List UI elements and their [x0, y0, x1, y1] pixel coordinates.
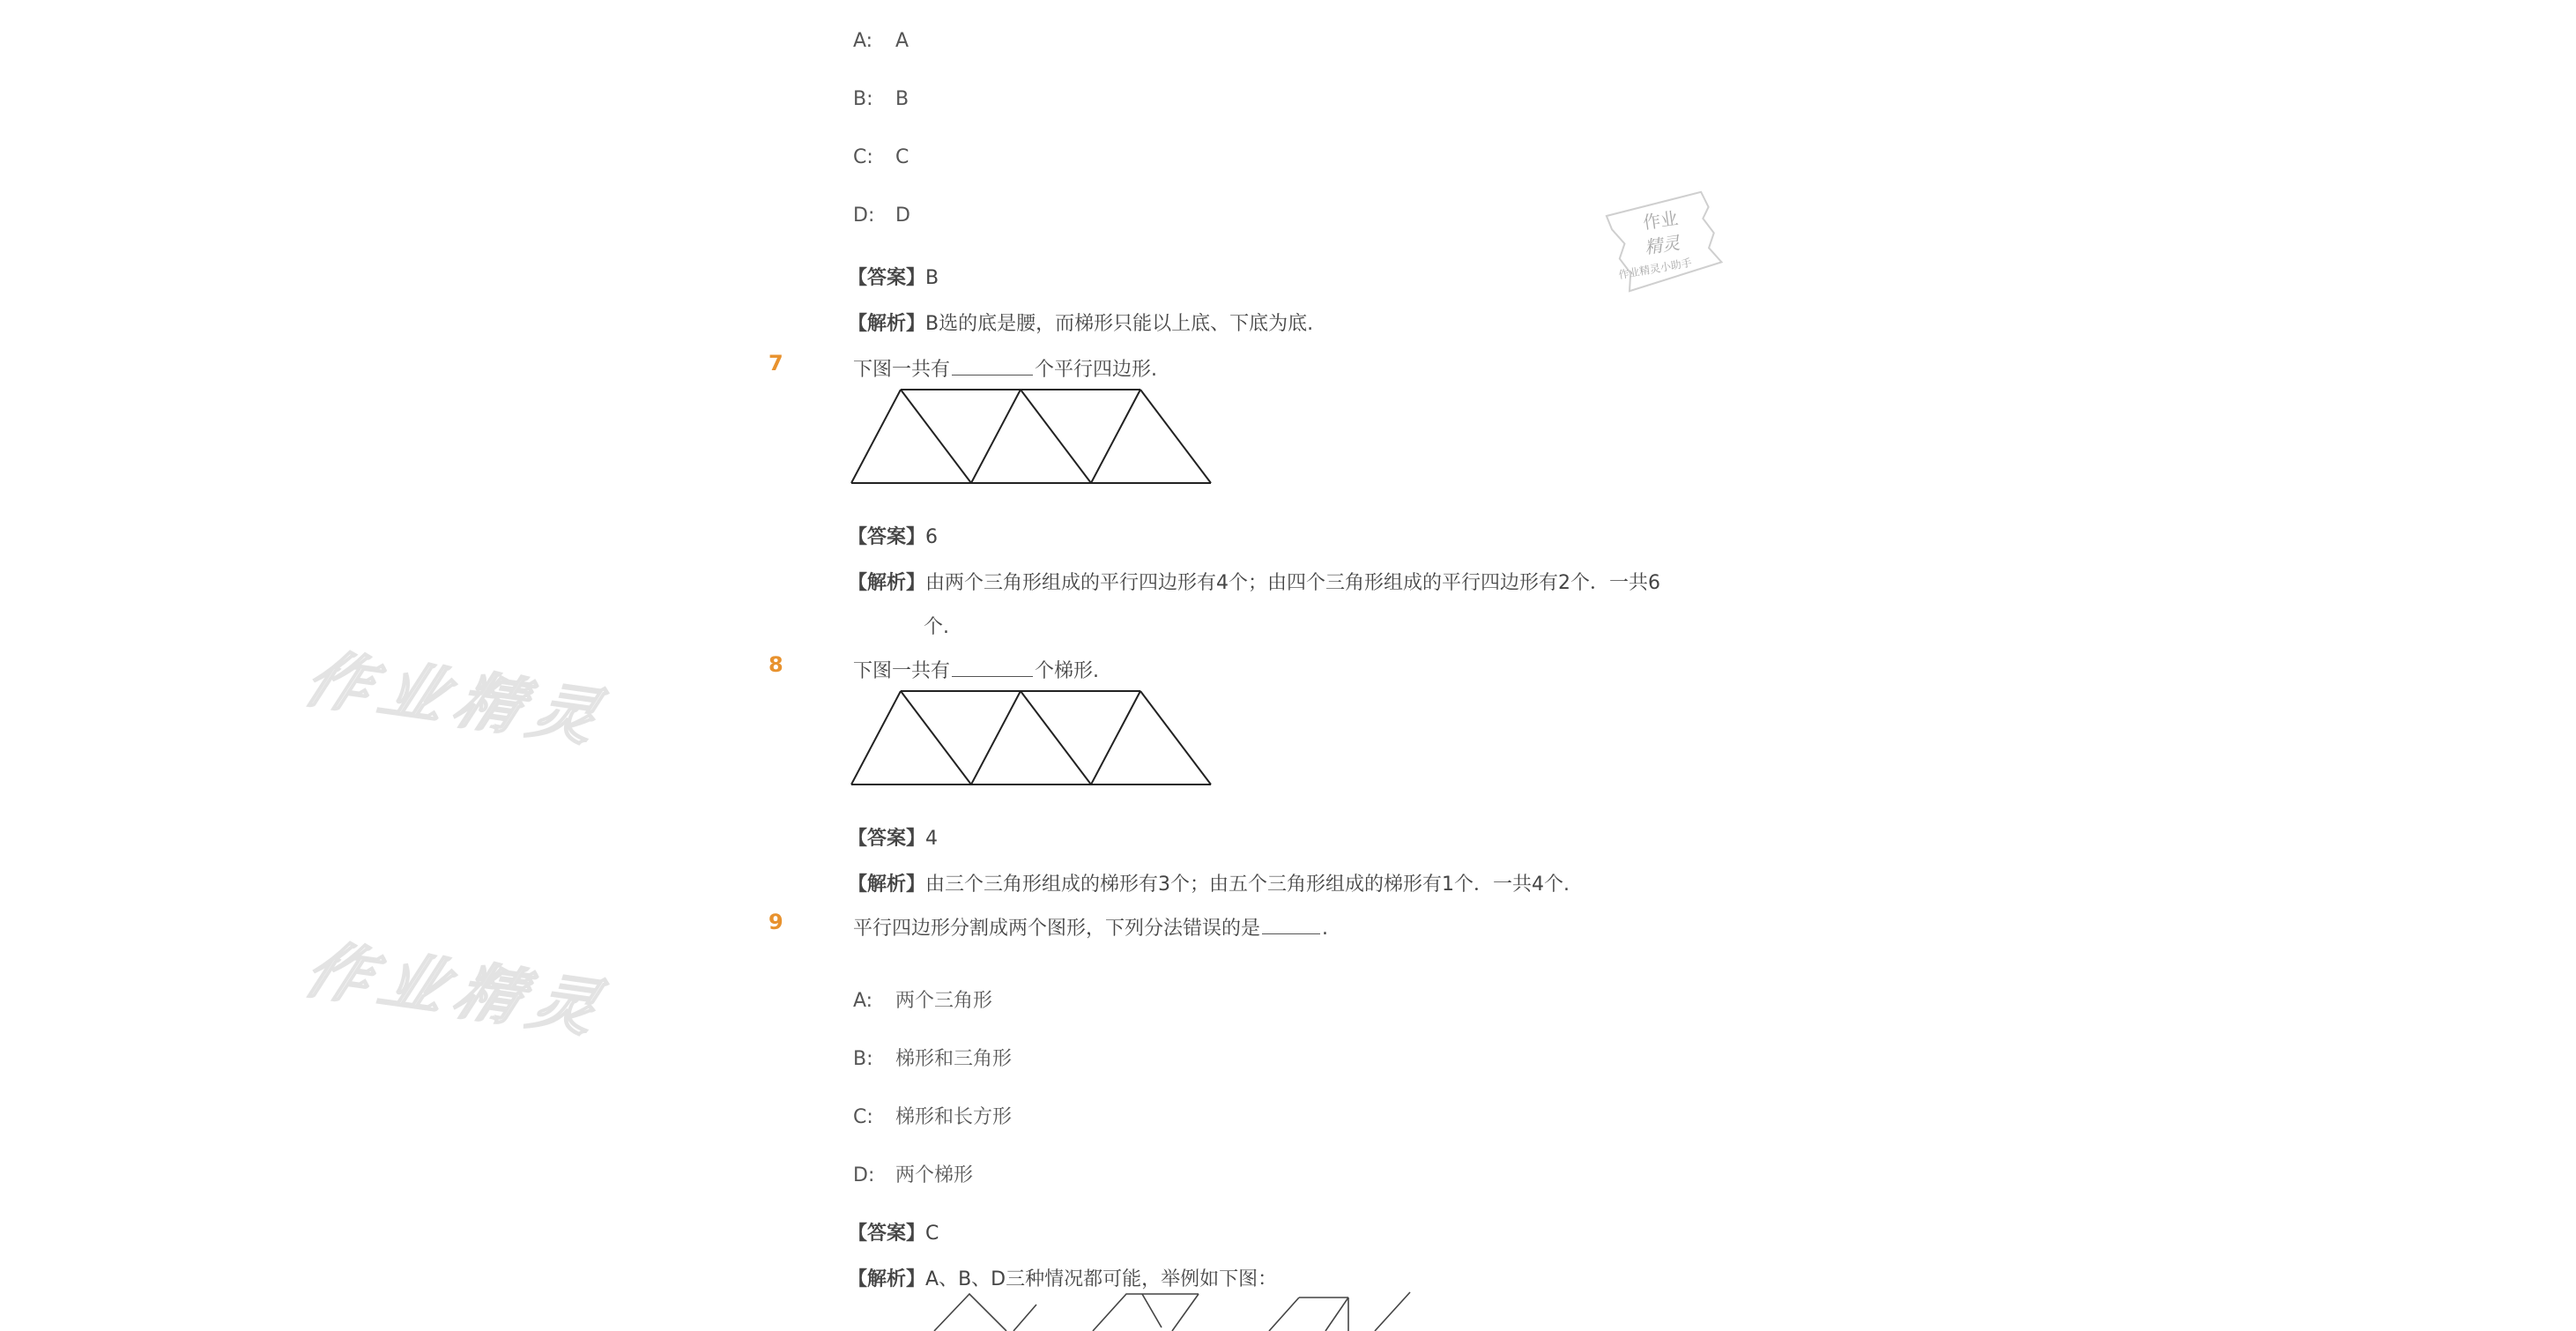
analysis-text: 由两个三角形组成的平行四边形有4个；由四个三角形组成的平行四边形有2个．一共6 [925, 572, 1661, 594]
q8-stem [853, 656, 1099, 683]
answer-value: B [925, 267, 939, 289]
q9-option-a[interactable] [853, 985, 992, 1013]
answer-tag: 【答案】 [848, 828, 926, 850]
q8-answer [848, 823, 938, 851]
q9-answer [848, 1218, 939, 1245]
answer-blank [952, 374, 1033, 376]
option-key: D: [853, 1164, 875, 1186]
option-text: B [895, 88, 909, 110]
option-text: 梯形和三角形 [895, 1048, 1013, 1070]
option-key: A: [853, 30, 873, 52]
analysis-tag: 【解析】 [848, 874, 926, 896]
q9-option-d[interactable] [853, 1160, 973, 1187]
watermark-text: 作业精灵 [294, 641, 622, 756]
option-text: D [895, 204, 910, 227]
stem-text: . [1322, 918, 1329, 940]
option-text: 梯形和长方形 [895, 1106, 1013, 1128]
q6-option-d[interactable] [853, 204, 910, 227]
question-number: 7 [768, 351, 783, 376]
option-key: C: [853, 1106, 873, 1128]
answer-value: C [925, 1223, 939, 1245]
analysis-text: A、B、D三种情况都可能，举例如下图： [925, 1268, 1278, 1290]
stem-text: 个梯形. [1035, 660, 1100, 682]
q7-analysis-cont: 个. [924, 616, 949, 638]
q9-stem [853, 913, 1328, 941]
answer-tag: 【答案】 [848, 1223, 926, 1245]
answer-value: 6 [925, 526, 939, 548]
analysis-text: 由三个三角形组成的梯形有3个；由五个三角形组成的梯形有1个．一共4个. [925, 874, 1570, 896]
q6-answer [848, 263, 939, 290]
q8-analysis [848, 869, 1570, 896]
analysis-tag: 【解析】 [848, 572, 926, 594]
option-key: A: [853, 990, 873, 1012]
watermark-stamp [1604, 196, 1727, 293]
q6-option-a[interactable] [853, 30, 909, 52]
option-key: D: [853, 204, 875, 227]
analysis-text: B选的底是腰，而梯形只能以上底、下底为底. [925, 313, 1314, 335]
q6-option-c[interactable] [853, 146, 909, 168]
stem-text: 个平行四边形. [1035, 359, 1158, 381]
analysis-tag: 【解析】 [848, 1268, 926, 1290]
q6-analysis [848, 309, 1313, 336]
q7-triangle-figure [850, 388, 1220, 487]
option-text: A [895, 30, 909, 52]
stem-text: 下图一共有 [853, 660, 951, 682]
option-key: C: [853, 146, 873, 168]
q9-example-figures [934, 1292, 1436, 1331]
q9-option-c[interactable] [853, 1102, 1012, 1129]
answer-blank [1262, 933, 1320, 934]
option-text: 两个三角形 [895, 990, 993, 1012]
question-number: 9 [768, 910, 783, 934]
q6-option-b[interactable] [853, 88, 909, 110]
question-number: 8 [768, 652, 783, 677]
analysis-tag: 【解析】 [848, 313, 926, 335]
answer-value: 4 [925, 828, 939, 850]
q9-analysis [848, 1264, 1277, 1291]
option-key: B: [853, 88, 873, 110]
stamp-line-1: 作业 [1641, 207, 1680, 234]
q7-analysis [848, 568, 1660, 595]
option-key: B: [853, 1048, 873, 1070]
stem-text: 平行四边形分割成两个图形，下列分法错误的是 [853, 918, 1261, 940]
q9-option-b[interactable] [853, 1044, 1012, 1071]
q8-triangle-figure [850, 689, 1220, 788]
q7-answer [848, 522, 938, 549]
stamp-line-2: 精灵 [1643, 232, 1681, 258]
watermark-text: 作业精灵 [294, 932, 622, 1047]
option-text: C [895, 146, 909, 168]
stamp-line-3: 作业精灵小助手 [1617, 256, 1693, 282]
answer-blank [952, 675, 1033, 677]
stem-text: 下图一共有 [853, 359, 951, 381]
q7-stem [853, 354, 1157, 382]
answer-tag: 【答案】 [848, 267, 926, 289]
answer-tag: 【答案】 [848, 526, 926, 548]
option-text: 两个梯形 [895, 1164, 974, 1186]
